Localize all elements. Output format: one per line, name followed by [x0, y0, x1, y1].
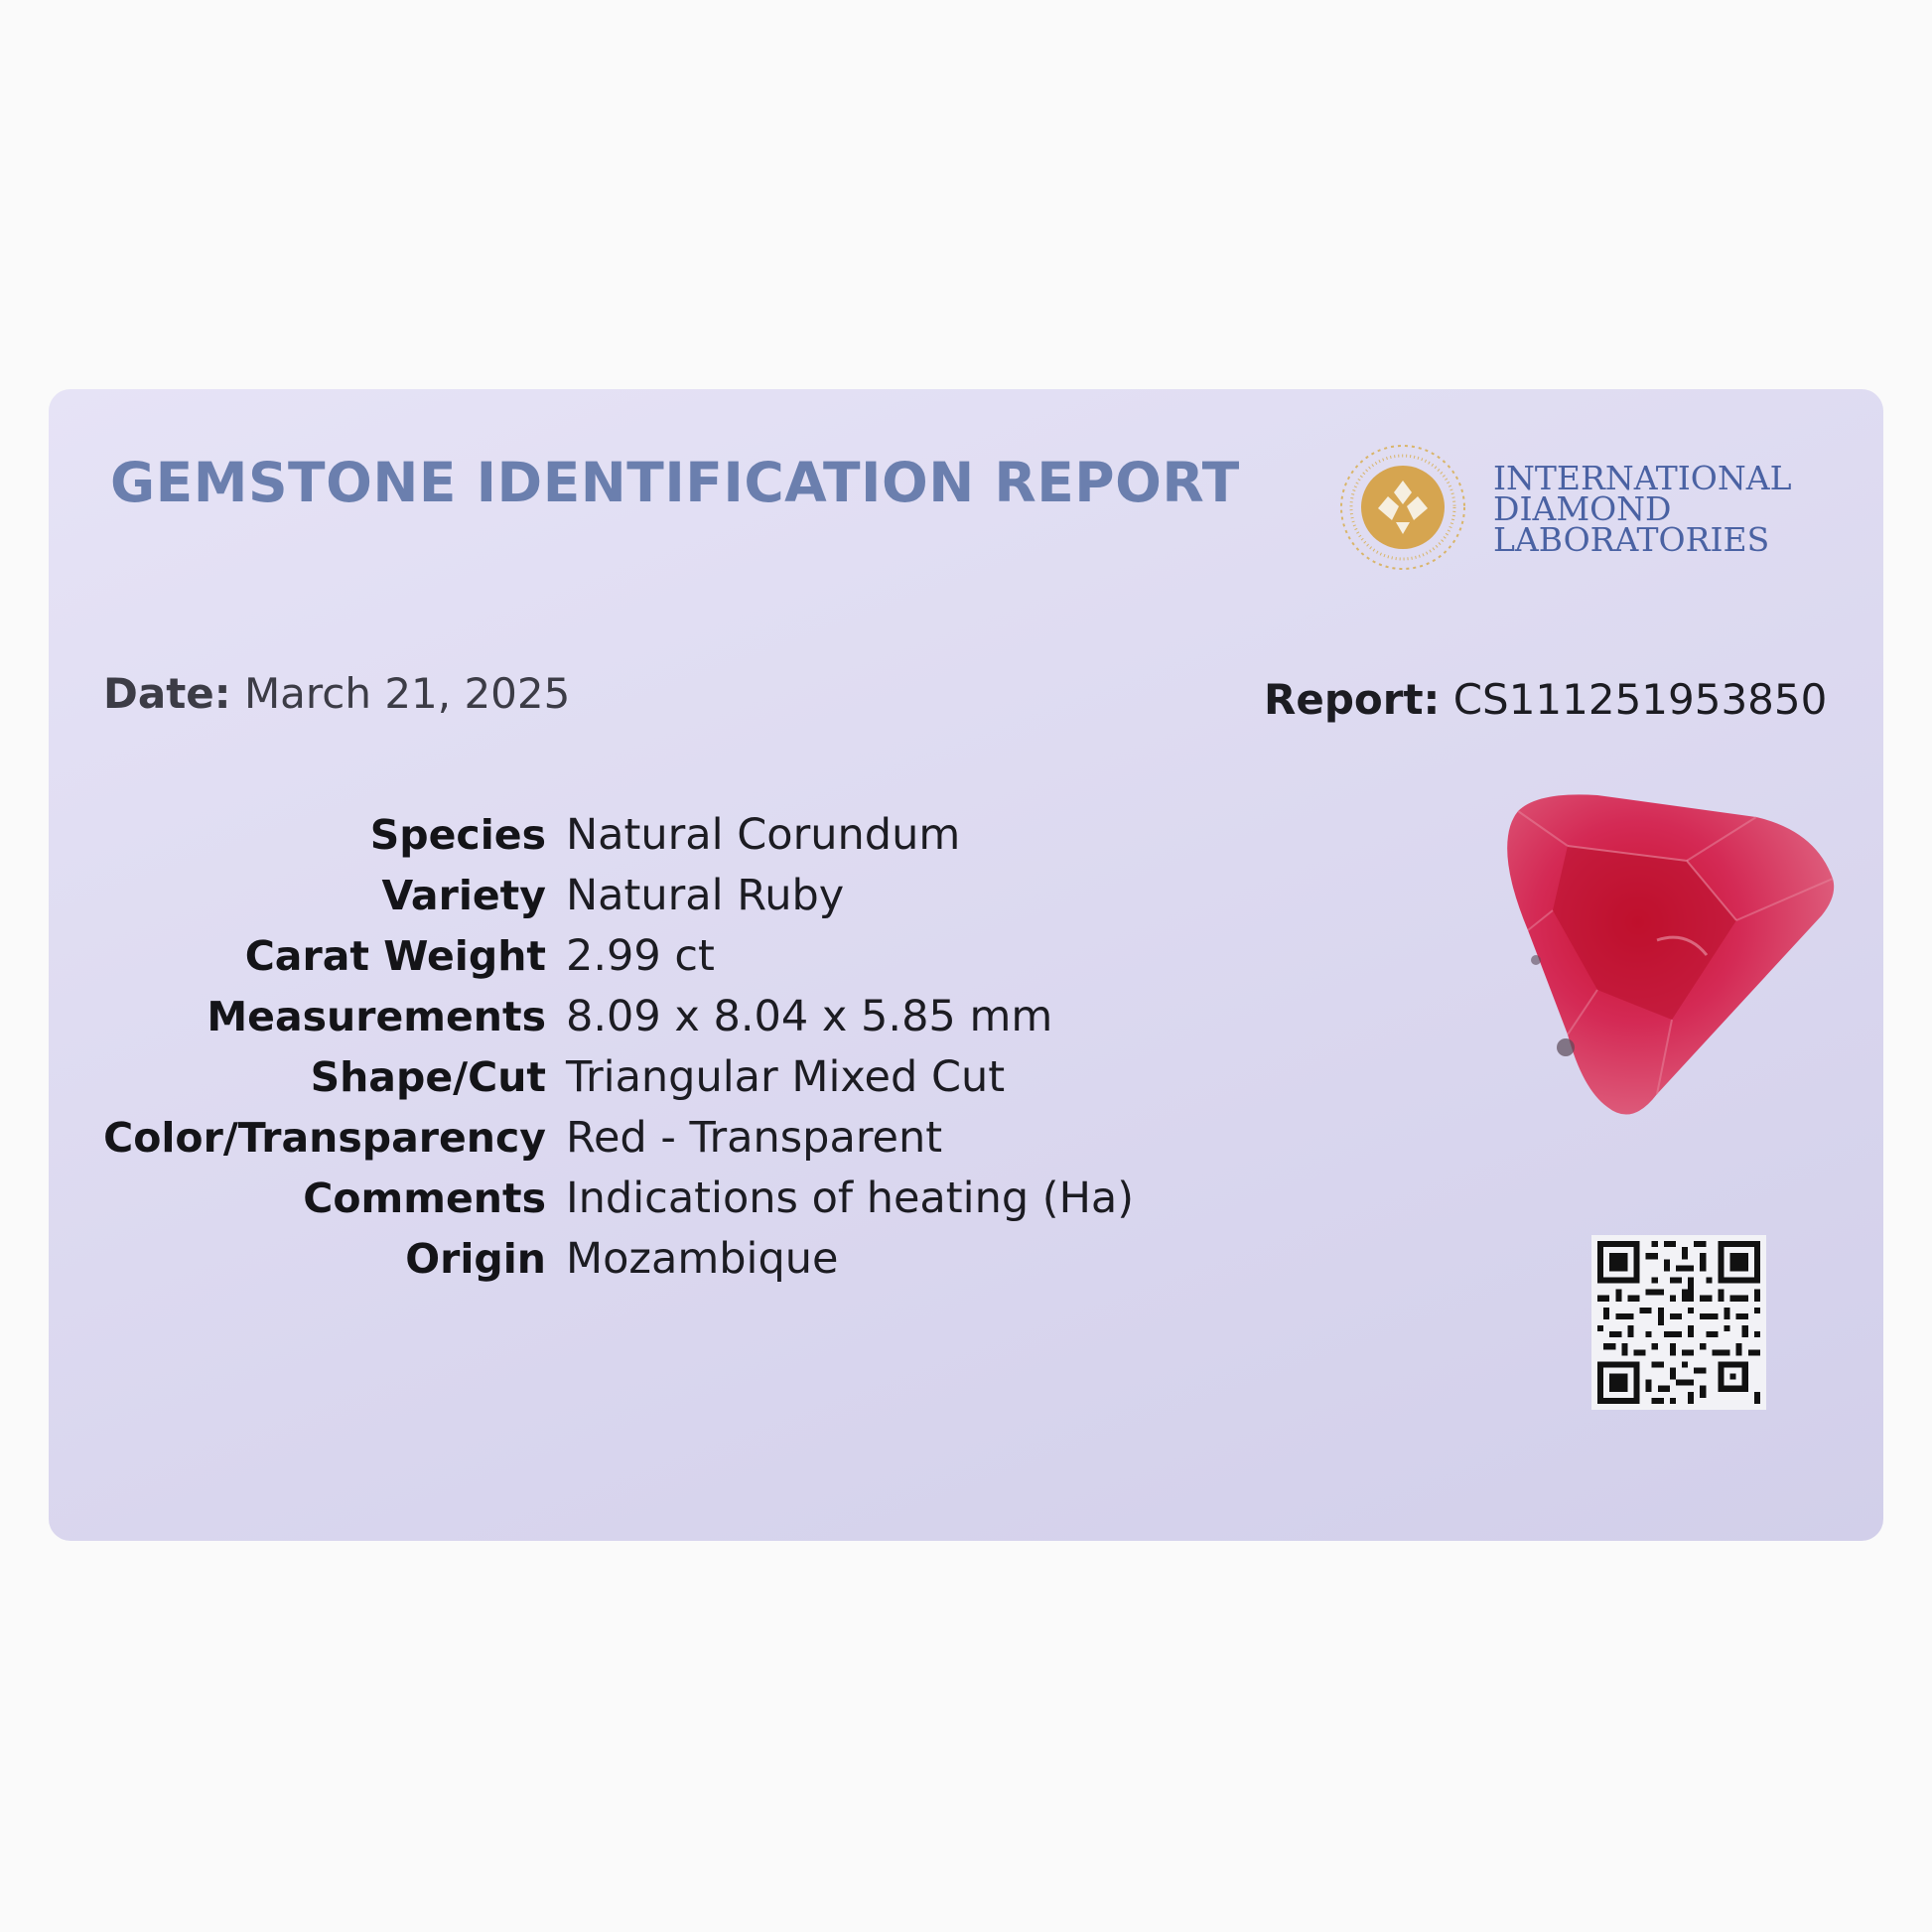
detail-row-shape-cut	[74, 1046, 1167, 1107]
detail-row-comments	[74, 1168, 1167, 1228]
qr-code-icon	[1591, 1235, 1766, 1410]
detail-value: Triangular Mixed Cut	[566, 1051, 1006, 1102]
detail-value: 8.09 x 8.04 x 5.85 mm	[566, 991, 1053, 1041]
report-title: GEMSTONE IDENTIFICATION REPORT	[110, 451, 1240, 514]
lab-name-line: INTERNATIONAL	[1493, 459, 1792, 497]
lab-name-line: DIAMOND	[1493, 489, 1672, 528]
detail-row-carat-weight	[74, 925, 1167, 986]
detail-label: Carat Weight	[244, 931, 546, 980]
detail-label: Variety	[381, 871, 546, 919]
report-label: Report:	[1264, 675, 1441, 724]
report-value: CS111251953850	[1452, 675, 1828, 724]
detail-row-color-transparency	[74, 1107, 1167, 1168]
idl-seal-icon	[1336, 441, 1469, 574]
report-number	[1264, 675, 1827, 724]
detail-value: 2.99 ct	[566, 930, 715, 981]
detail-value: Natural Corundum	[566, 809, 961, 860]
detail-value: Red - Transparent	[566, 1112, 943, 1163]
detail-label: Color/Transparency	[103, 1113, 546, 1162]
detail-label: Origin	[405, 1234, 546, 1283]
lab-name	[1493, 459, 1792, 559]
detail-row-species	[74, 804, 1167, 865]
detail-row-measurements	[74, 986, 1167, 1046]
detail-label: Measurements	[207, 992, 546, 1040]
report-date	[103, 669, 570, 718]
lab-name-line: LABORATORIES	[1493, 520, 1770, 559]
detail-value: Mozambique	[566, 1233, 839, 1284]
gem-details	[74, 804, 1167, 1289]
date-label: Date:	[103, 669, 231, 718]
detail-value: Indications of heating (Ha)	[566, 1173, 1135, 1223]
date-value: March 21, 2025	[243, 669, 571, 718]
detail-row-origin	[74, 1228, 1167, 1289]
detail-label: Comments	[303, 1173, 546, 1222]
detail-value: Natural Ruby	[566, 870, 845, 920]
detail-label: Shape/Cut	[310, 1052, 546, 1101]
detail-row-variety	[74, 865, 1167, 925]
ruby-gem-icon	[1458, 791, 1846, 1134]
detail-label: Species	[369, 810, 546, 859]
report-card	[49, 389, 1883, 1541]
